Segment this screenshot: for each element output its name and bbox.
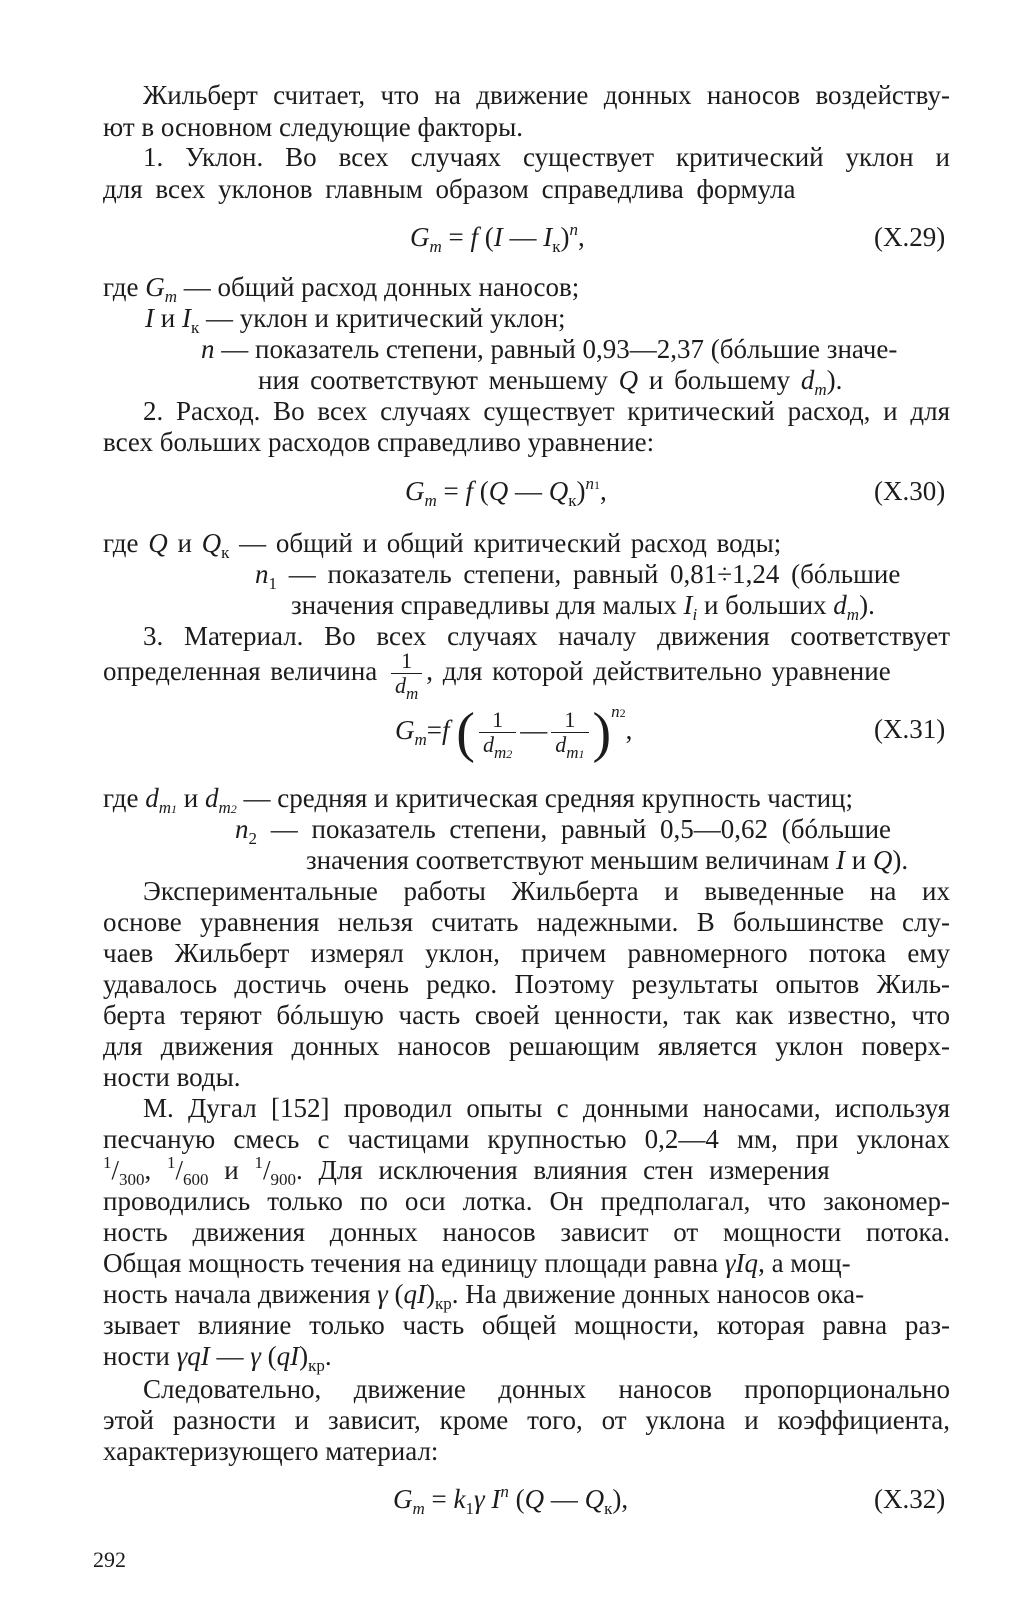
conjunction: и xyxy=(160,303,176,333)
text-line: удавалось достичь очень редко. Поэтому результаты опытов Жиль- xyxy=(103,969,950,999)
text-span: . На движение донных наносов ока- xyxy=(451,1279,865,1309)
definition-text: — общий и общий критический расход воды; xyxy=(239,528,782,558)
text-span: ность начала движения xyxy=(103,1279,371,1309)
text-line: песчаную смесь с частицами крупностью 0,2—4 мм, при уклонах xyxy=(103,1124,950,1154)
definition-text: ния соответствуют меньшему xyxy=(258,365,608,395)
text-line: ность движения донных наносов зависит от мощности потока. xyxy=(103,1217,950,1247)
text-line: Жильберт считает, что на движение донных наносов воздейству- xyxy=(143,80,950,110)
equation-number: (X.32) xyxy=(874,1484,946,1514)
equation-number: (X.31) xyxy=(874,714,946,744)
text-line: характеризующего материал: xyxy=(103,1436,439,1466)
text-span: ности xyxy=(103,1341,170,1371)
text-line: 1. Уклон. Во всех случаях существует критический уклон и xyxy=(143,142,950,172)
text-line: ют в основном следующие факторы. xyxy=(103,112,524,142)
definition-line: I и $I_к$ — уклон и критический уклон; xyxy=(145,303,566,337)
equation-x29: $G_m = f$ (I — $I_к)^n$, xyxy=(410,220,585,256)
equation-x30: $G_m = f$ (Q — $Q_к)^{n1}$, xyxy=(405,474,607,510)
text-line: берта теряют бóльшую часть своей ценности, так как известно, что xyxy=(103,1000,950,1030)
definition-line: ния соответствуют меньшему Q и большему $d_m$). xyxy=(258,365,843,399)
conjunction: и xyxy=(851,845,867,875)
text-line: $^1/_{300}$, $^1/_{600}$ и $^1/_{900}$. Для исключения влияния стен измерения xyxy=(103,1153,830,1189)
text-span: Общая мощность течения на единицу площади равна xyxy=(103,1248,719,1278)
text-line: этой разности и зависит, кроме того, от уклона и коэффициента, xyxy=(103,1405,950,1435)
equation-x32: $G_m = k_1\gamma$ $I^n$ (Q — $Q_к$), xyxy=(393,1482,629,1518)
text-line xyxy=(103,645,891,704)
text-line: ность начала движения γ $(qI)_{кр}$. На движение донных наносов ока- xyxy=(103,1279,865,1313)
text-line: зывает влияние только часть общей мощности, которая равна раз- xyxy=(103,1310,950,1340)
where-word: где xyxy=(103,272,139,302)
conjunction: и xyxy=(183,783,199,813)
text-span: , а мощ- xyxy=(758,1248,851,1278)
text-line: Общая мощность течения на единицу площади равна γIq, а мощ- xyxy=(103,1248,851,1278)
definition-text: значения соответствуют меньшим величинам xyxy=(306,845,830,875)
where-word: где xyxy=(103,783,139,813)
definition-text: — уклон и критический уклон; xyxy=(205,303,566,333)
definition-text: значения справедливы для малых xyxy=(291,590,677,620)
definition-line: $n_2$ — показатель степени, равный 0,5—0,62 (бóльшие xyxy=(235,814,892,848)
definition-text: и большему xyxy=(648,365,791,395)
text-line: всех больших расходов справедливо уравнение: xyxy=(103,427,655,457)
inline-fraction: $\frac{1}{d_m}$ xyxy=(391,649,422,698)
equation-x31: $G_m=f$ ( $\frac{1}{d_{m2}}$ — $\frac{1}{d_{m1}}$ )$^{n2}$, xyxy=(395,701,633,764)
definition-text: — общий расход донных наносов; xyxy=(183,272,580,302)
text-span: определенная величина xyxy=(103,656,378,686)
definition-line: n — показатель степени, равный 0,93—2,37 (бóльшие значе- xyxy=(201,334,898,364)
conjunction: и xyxy=(177,528,192,558)
text-line: 3. Материал. Во всех случаях началу движения соответствует xyxy=(143,621,950,651)
page-number: 292 xyxy=(93,1547,126,1572)
definition-line: $n_1$ — показатель степени, равный 0,81÷1,24 (бóльшие xyxy=(255,559,901,593)
text-line: для движения донных наносов решающим является уклон поверх- xyxy=(103,1031,950,1061)
conjunction: и xyxy=(224,1155,239,1185)
definition-line: значения соответствуют меньшим величинам I и Q). xyxy=(306,845,909,875)
definition-line: значения справедливы для малых $I_i$ и больших $d_m$). xyxy=(291,590,875,624)
text-line: Экспериментальные работы Жильберта и выведенные на их xyxy=(143,876,950,906)
text-span: . Для исключения влияния стен измерения xyxy=(296,1155,830,1185)
text-span: , для которой действительно уравнение xyxy=(426,656,891,686)
text-line: основе уравнения нельзя считать надежными. В большинстве слу- xyxy=(103,907,950,937)
definition-text: — показатель степени, равный 0,93—2,37 (бóльшие значе- xyxy=(221,334,898,364)
text-line: М. Дугал [152] проводил опыты с донными наносами, используя xyxy=(143,1093,950,1123)
text-line: 2. Расход. Во всех случаях существует критический расход, и для xyxy=(143,396,950,426)
definition-line: где $G_m$ — общий расход донных наносов; xyxy=(103,272,580,306)
definition-line: где Q и $Q_к$ — общий и общий критический расход воды; xyxy=(103,528,782,562)
text-line: для всех уклонов главным образом справедлива формула xyxy=(103,174,796,204)
text-line: ности γqI — γ $(qI)_{кр}$. xyxy=(103,1341,332,1375)
definition-text: — средняя и критическая средняя крупность частиц; xyxy=(243,783,854,813)
equation-number: (X.30) xyxy=(874,476,946,506)
definition-text: и больших xyxy=(703,590,827,620)
definition-line: где $d_{m1}$ и $d_{m2}$ — средняя и критическая средняя крупность частиц; xyxy=(103,783,854,817)
text-line: Следовательно, движение донных наносов пропорционально xyxy=(143,1374,950,1404)
definition-text: — показатель степени, равный 0,81÷1,24 (бóльшие xyxy=(288,559,901,589)
where-word: где xyxy=(103,528,139,558)
text-line: ности воды. xyxy=(103,1062,241,1092)
text-line: проводились только по оси лотка. Он предполагал, что закономер- xyxy=(103,1186,950,1216)
text-line: чаев Жильберт измерял уклон, причем равномерного потока ему xyxy=(103,938,950,968)
definition-text: — показатель степени, равный 0,5—0,62 (бóльшие xyxy=(270,814,892,844)
equation-number: (X.29) xyxy=(874,222,946,252)
